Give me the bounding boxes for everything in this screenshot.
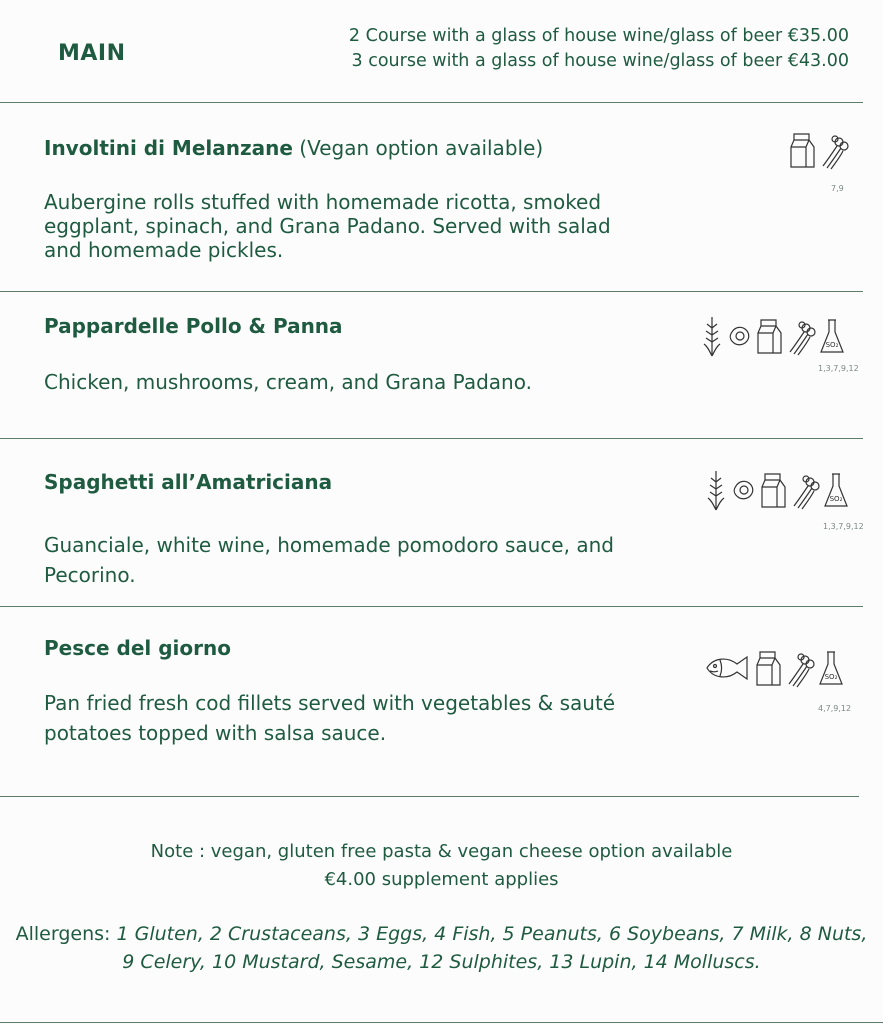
sulphites-flask-icon (823, 470, 849, 510)
allergen-codes: 7,9 (831, 184, 844, 193)
dish-name: Involtini di Melanzane (44, 136, 293, 160)
wheat-icon (700, 314, 724, 358)
supplement-note (0, 838, 883, 894)
divider (0, 438, 863, 439)
milk-carton-icon (755, 648, 782, 688)
divider (0, 291, 863, 292)
section-title: MAIN (58, 41, 126, 66)
allergens-list: 1 Gluten, 2 Crustaceans, 3 Eggs, 4 Fish, 5 Peanuts, 6 Soybeans, 7 Milk, 8 Nuts, (116, 923, 868, 945)
so2-label: SO₂ (824, 673, 838, 681)
allergen-icons (704, 648, 844, 688)
so2-label: SO₂ (829, 495, 843, 503)
dish-title (44, 470, 332, 494)
dish-description: Aubergine rolls stuffed with homemade ricotta, smoked eggplant, spinach, and Grana Padano. Served with salad and homemade pickles. (44, 190, 611, 262)
egg-icon (727, 323, 753, 349)
dish-note: (Vegan option available) (292, 136, 544, 160)
milk-carton-icon (756, 316, 783, 356)
so2-label: SO₂ (825, 341, 839, 349)
allergen-icons (700, 314, 845, 358)
dish-title (44, 314, 343, 338)
dish-name: Spaghetti all’Amatriciana (44, 470, 333, 494)
fish-icon (704, 652, 752, 684)
divider (0, 102, 863, 103)
celery-icon (786, 316, 816, 356)
offer-two-course: 2 Course with a glass of house wine/glass of beer €35.00 (348, 26, 849, 46)
dish-name: Pappardelle Pollo & Panna (44, 314, 343, 338)
allergens-legend (0, 920, 883, 976)
divider (0, 606, 863, 607)
dish-title (44, 136, 543, 160)
celery-icon (790, 470, 820, 510)
allergens-list: 9 Celery, 10 Mustard, Sesame, 12 Sulphites, 13 Lupin, 14 Molluscs. (122, 951, 761, 973)
set-menu-offers (289, 24, 849, 74)
dish-description: Pan fried fresh cod fillets served with vegetables & sauté potatoes topped with salsa sauce. (44, 691, 616, 745)
allergen-icons (789, 130, 849, 170)
milk-carton-icon (760, 470, 787, 510)
milk-carton-icon (789, 130, 816, 170)
dish-description: Guanciale, white wine, homemade pomodoro sauce, and Pecorino. (44, 533, 614, 587)
divider (0, 796, 859, 797)
allergen-codes: 1,3,7,9,12 (818, 364, 859, 373)
dish-title (44, 636, 231, 660)
wheat-icon (704, 468, 728, 512)
allergen-codes: 4,7,9,12 (818, 704, 852, 713)
dish-name: Pesce del giorno (44, 636, 231, 660)
note-line: €4.00 supplement applies (324, 869, 559, 890)
allergens-label: Allergens: (15, 923, 117, 945)
note-line: Note : vegan, gluten free pasta & vegan cheese option available (150, 841, 733, 862)
sulphites-flask-icon (819, 316, 845, 356)
divider (0, 1022, 883, 1023)
sulphites-flask-icon (818, 648, 844, 688)
offer-three-course: 3 course with a glass of house wine/glass of beer €43.00 (351, 51, 849, 71)
dish-description: Chicken, mushrooms, cream, and Grana Padano. (44, 370, 532, 394)
celery-icon (785, 648, 815, 688)
egg-icon (731, 477, 757, 503)
allergen-codes: 1,3,7,9,12 (823, 522, 864, 531)
celery-icon (819, 130, 849, 170)
allergen-icons (704, 468, 849, 512)
